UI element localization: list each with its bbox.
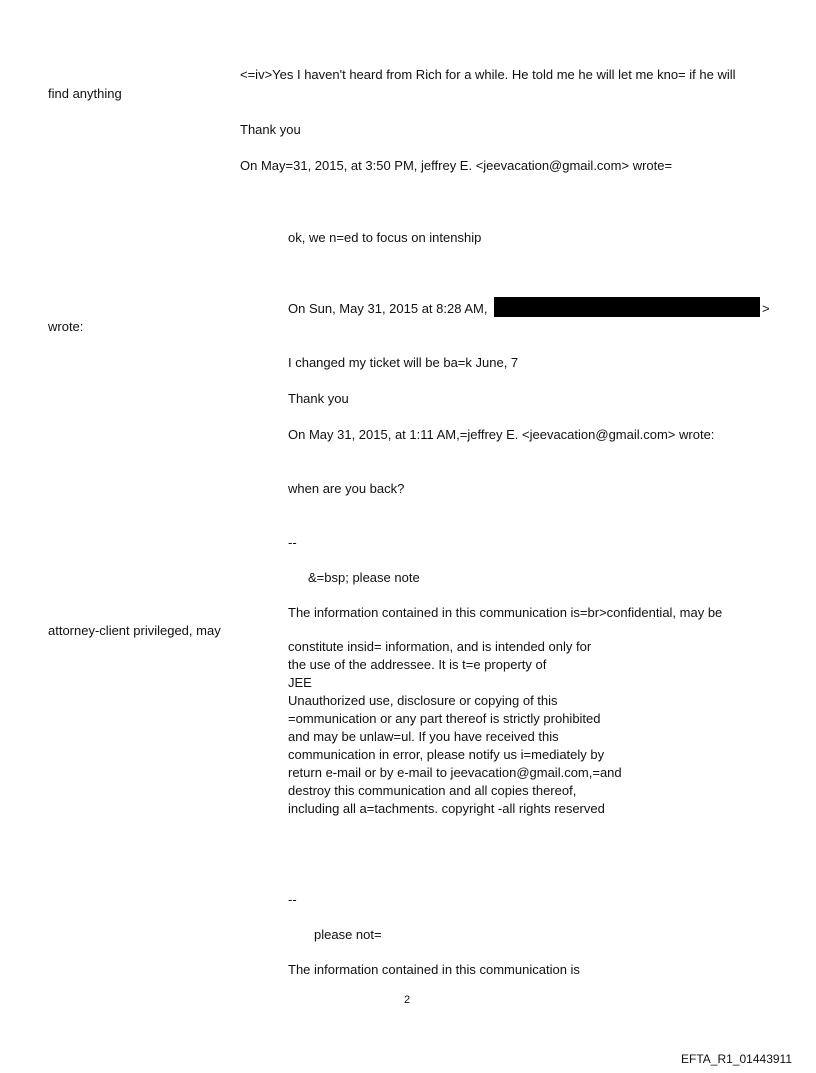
quote-header: On May=31, 2015, at 3:50 PM, jeffrey E. <jeevacation@gmail.com> wrote= <box>240 158 673 173</box>
signature-separator: -- <box>288 892 297 907</box>
reply-text-wrap: find anything <box>48 86 122 101</box>
quote-body: when are you back? <box>288 481 405 496</box>
bates-number: EFTA_R1_01443911 <box>681 1052 792 1066</box>
quote-header-wrap: wrote: <box>48 319 84 334</box>
redaction-bar <box>494 297 760 317</box>
disclaimer-block <box>288 638 622 818</box>
quote-header-start: On Sun, May 31, 2015 at 8:28 AM, <box>288 301 488 316</box>
quote-body: ok, we n=ed to focus on intenship <box>288 230 482 245</box>
please-note: please not= <box>314 927 382 942</box>
page-number: 2 <box>404 994 411 1006</box>
disclaimer-line: the use of the addressee. It is t=e property of <box>288 657 547 672</box>
disclaimer-wrap: attorney-client privileged, may <box>48 623 221 638</box>
quote-body: I changed my ticket will be ba=k June, 7 <box>288 355 519 370</box>
disclaimer-line: return e-mail or by e-mail to jeevacation@gmail.com,=and <box>288 765 622 780</box>
disclaimer-line: including all a=tachments. copyright -all rights reserved <box>288 801 605 816</box>
disclaimer-line: constitute insid= information, and is intended only for <box>288 639 592 654</box>
reply-text: <=iv>Yes I haven't heard from Rich for a while. He told me he will let me kno= if he will <box>240 67 736 82</box>
quote-header: On May 31, 2015, at 1:11 AM,=jeffrey E. <jeevacation@gmail.com> wrote: <box>288 427 715 442</box>
disclaimer-line: =ommunication or any part thereof is strictly prohibited <box>288 711 601 726</box>
thanks-text: Thank you <box>240 122 301 137</box>
disclaimer-second: The information contained in this communication is <box>288 962 580 977</box>
disclaimer-line: and may be unlaw=ul. If you have received this <box>288 729 559 744</box>
disclaimer-line: JEE <box>288 675 312 690</box>
thanks-text: Thank you <box>288 391 349 406</box>
disclaimer-line: destroy this communication and all copies thereof, <box>288 783 577 798</box>
disclaimer-first-line: The information contained in this communication is=br>confidential, may be <box>288 605 723 620</box>
disclaimer-line: Unauthorized use, disclosure or copying of this <box>288 693 558 708</box>
disclaimer-line: communication in error, please notify us i=mediately by <box>288 747 605 762</box>
quote-header-end: > <box>762 301 770 316</box>
signature-separator: -- <box>288 535 297 550</box>
please-note: &=bsp; please note <box>308 570 420 585</box>
